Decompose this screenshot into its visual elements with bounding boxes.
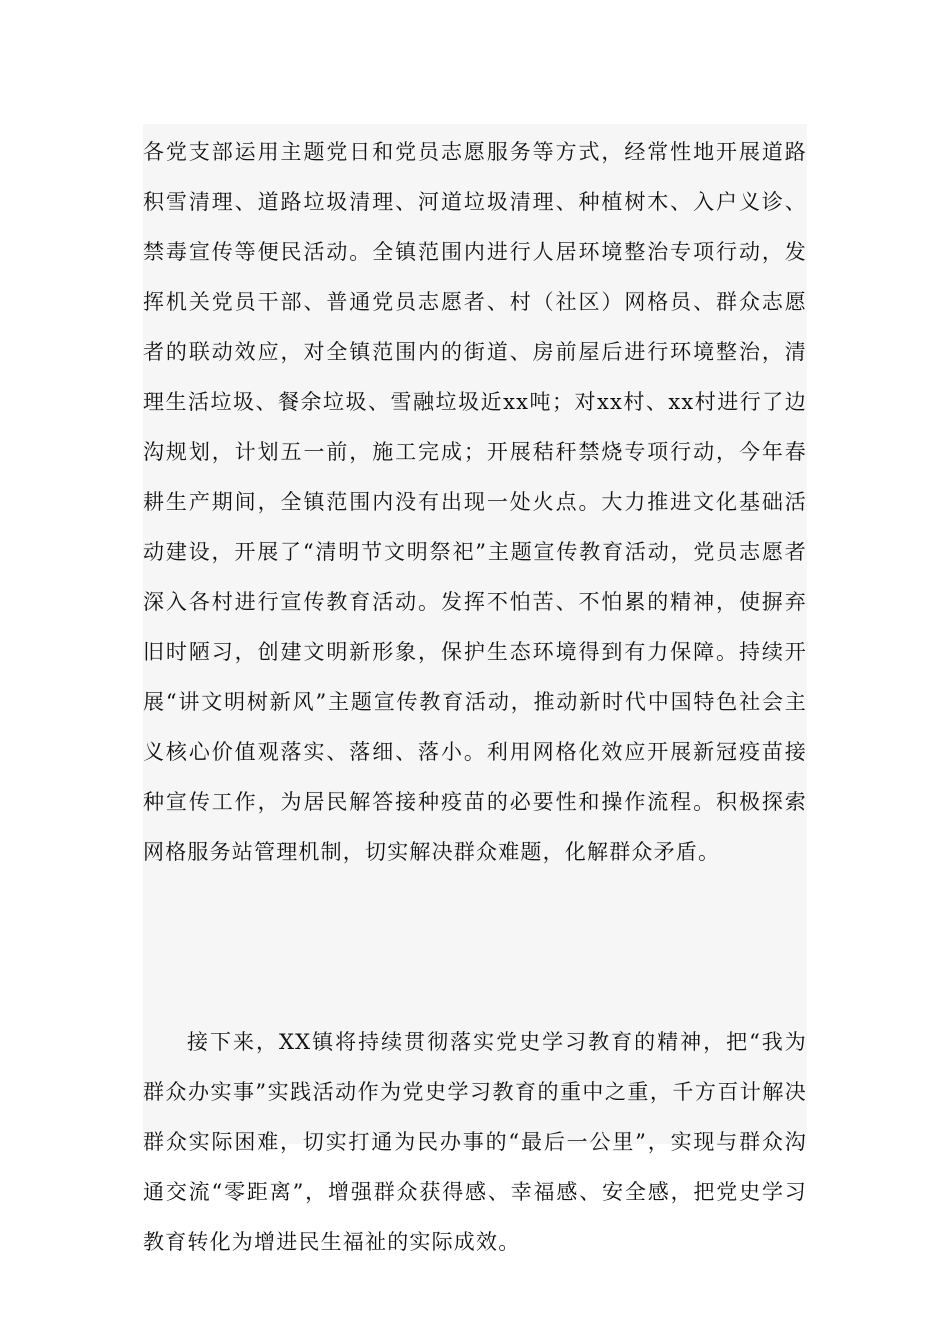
text-block	[143, 124, 807, 1254]
paragraph-next-steps: 接下来，XX镇将持续贯彻落实党史学习教育的精神，把“我为群众办实事”实践活动作为党史学习教育的重中之重，千方百计解决群众实际困难，切实打通为民办事的“最后一公里”，实现与群众沟通交流“零距离”，增强群众获得感、幸福感、安全感，把党史学习教育转化为增进民生福祉的实际成效。	[143, 1030, 807, 1254]
paragraph-party-activities: 各党支部运用主题党日和党员志愿服务等方式，经常性地开展道路积雪清理、道路垃圾清理、河道垃圾清理、种植树木、入户义诊、禁毒宣传等便民活动。全镇范围内进行人居环境整治专项行动，发挥机关党员干部、普通党员志愿者、村（社区）网格员、群众志愿者的联动效应，对全镇范围内的街道、房前屋后进行环境整治，清理生活垃圾、餐余垃圾、雪融垃圾近xx吨；对xx村、xx村进行了边沟规划，计划五一前，施工完成；开展秸秆禁烧专项行动，今年春耕生产期间，全镇范围内没有出现一处火点。大力推进文化基础活动建设，开展了“清明节文明祭祀”主题宣传教育活动，党员志愿者深入各村进行宣传教育活动。发挥不怕苦、不怕累的精神，使摒弃旧时陋习，创建文明新形象，保护生态环境得到有力保障。持续开展“讲文明树新风”主题宣传教育活动，推动新时代中国特色社会主义核心价值观落实、落细、落小。利用网格化效应开展新冠疫苗接种宣传工作，为居民解答接种疫苗的必要性和操作流程。积极探索网格服务站管理机制，切实解决群众难题，化解群众矛盾。	[143, 140, 807, 864]
